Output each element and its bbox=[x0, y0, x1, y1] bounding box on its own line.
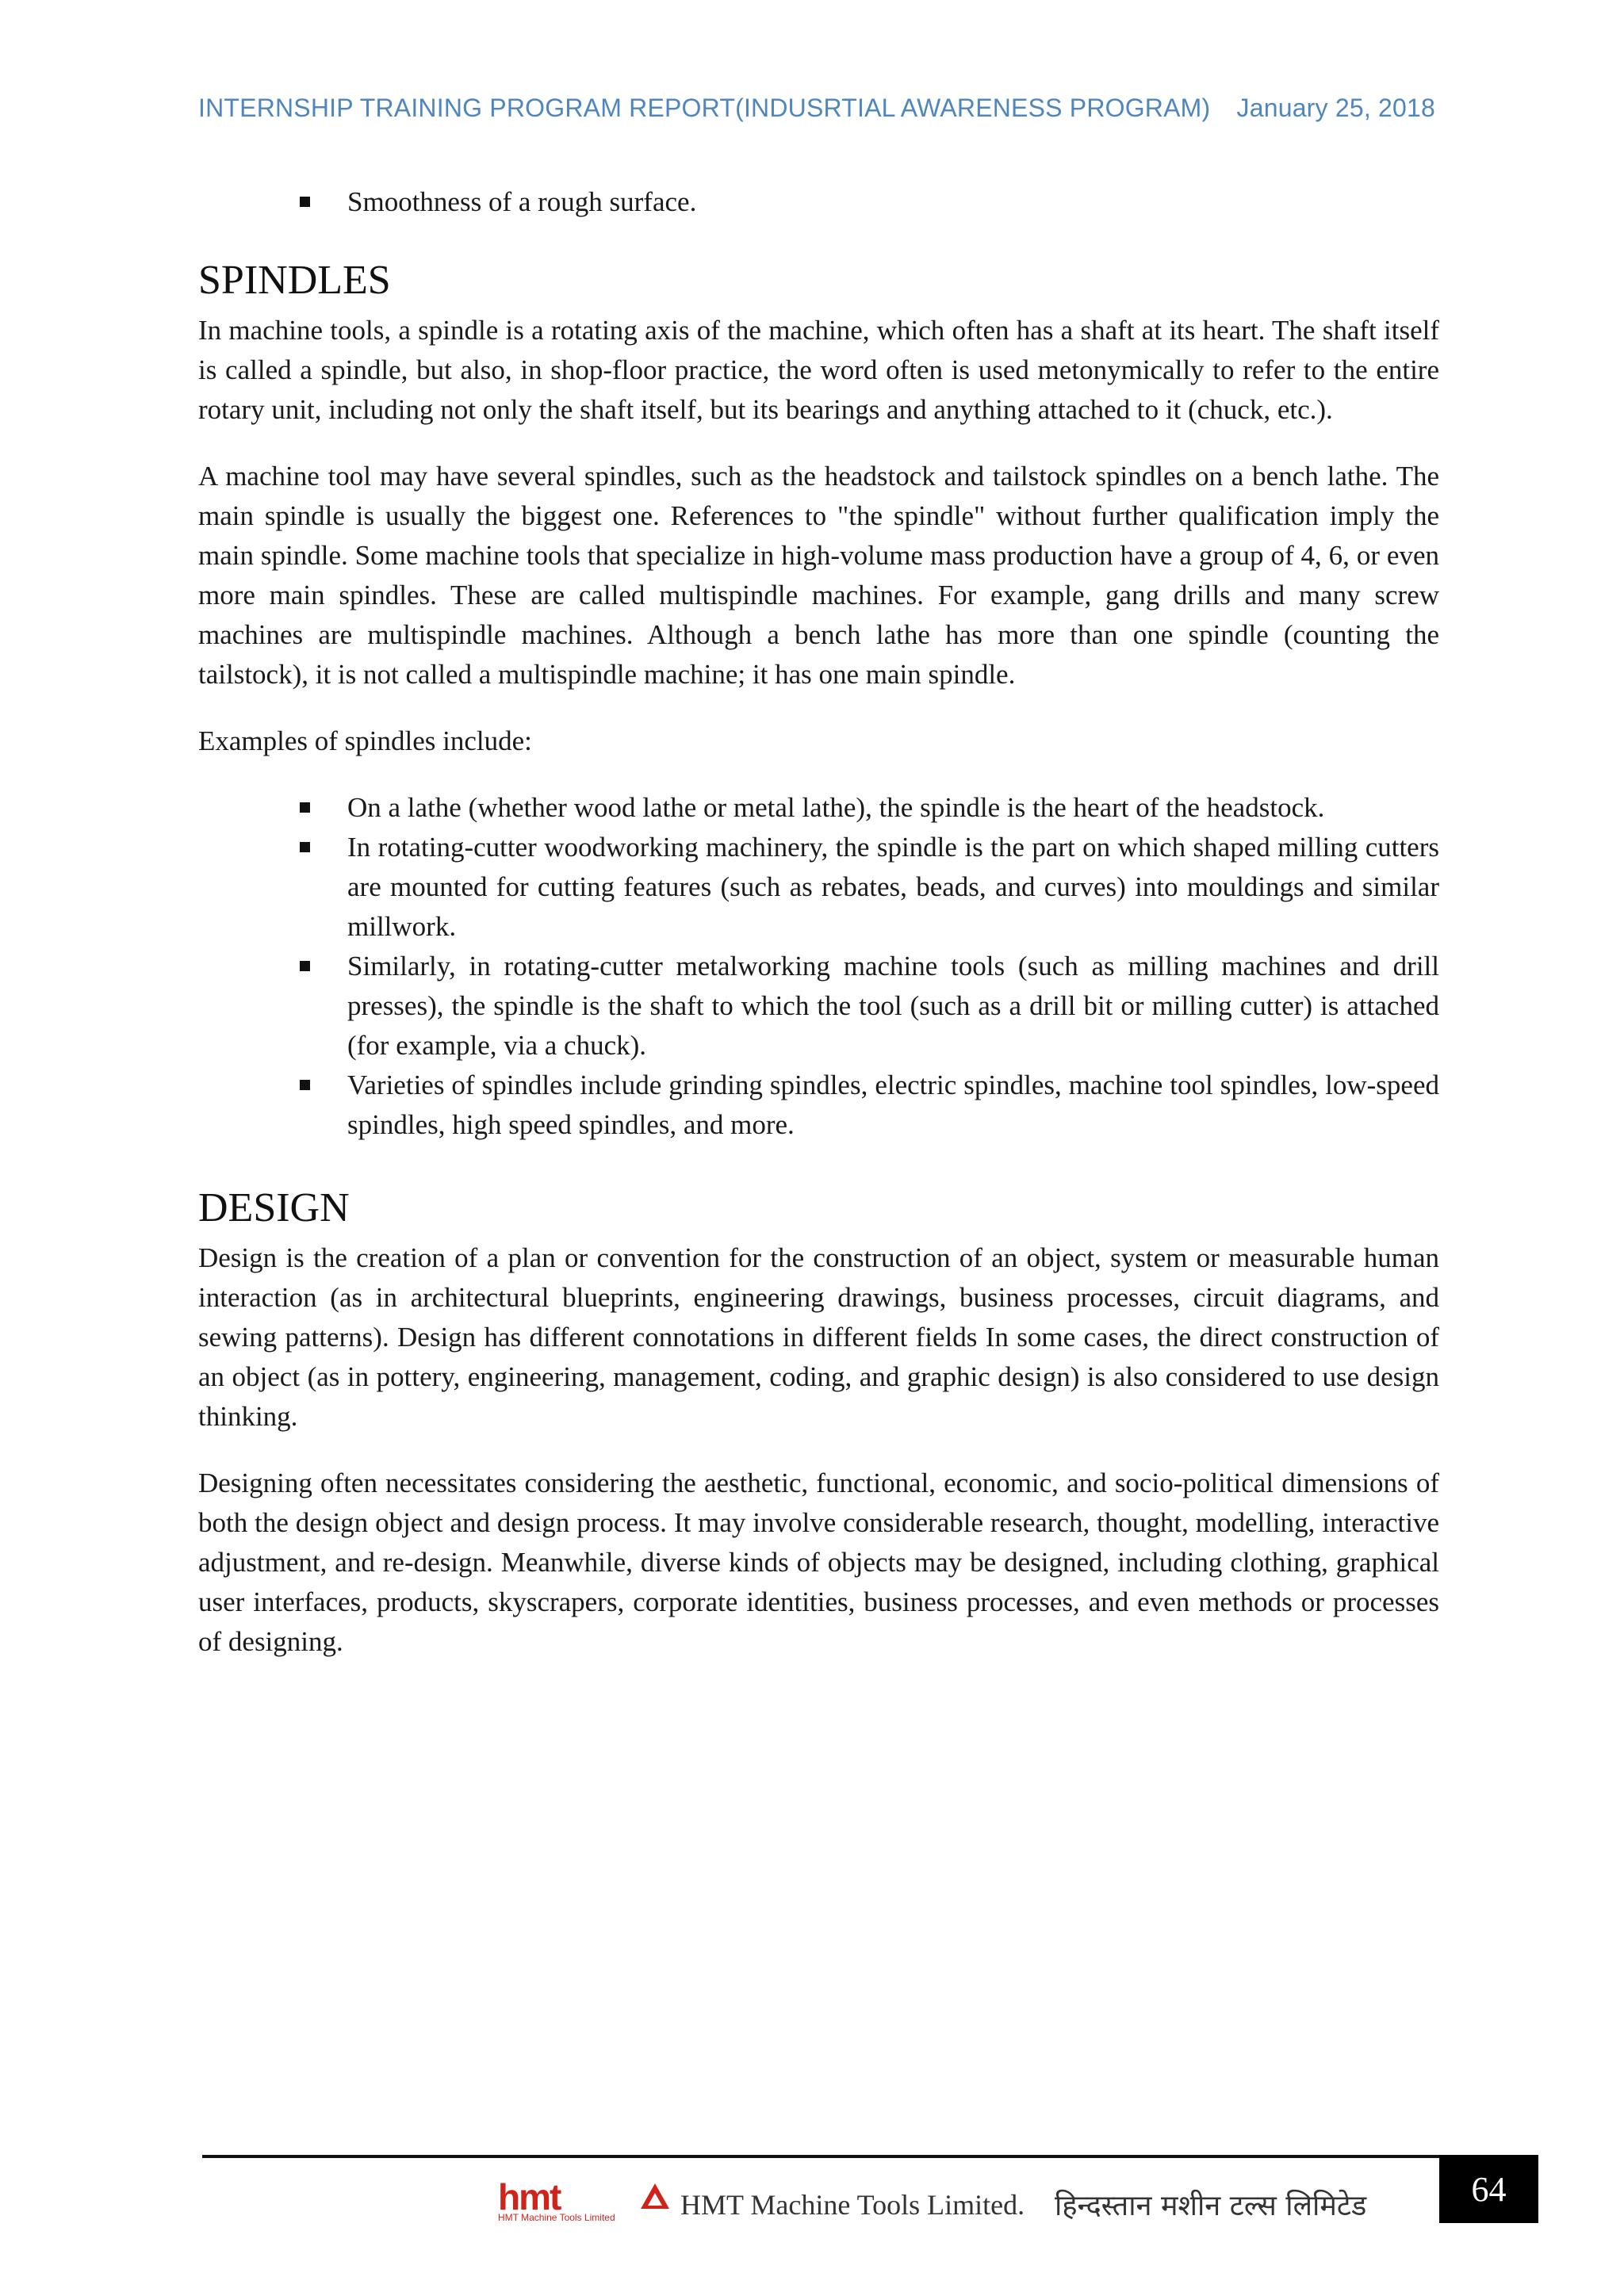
list-item: Smoothness of a rough surface. bbox=[347, 182, 1439, 222]
footer-company-name-hindi: हिन्दस्तान मशीन टल्स लिमिटेड bbox=[1055, 2190, 1367, 2222]
logo-wordmark: hmt bbox=[498, 2176, 561, 2218]
design-paragraph-2: Designing often necessitates considering the aesthetic, functional, economic, and socio-political dimensions of both the design object and design process. It may involve considerable research, thought, modelling, interactive adjustment, and re-design. Meanwhile, diverse kinds of objects may be designed, including clothing, graphical user interfaces, products, skyscrapers, corporate identities, business processes, and even methods or processes of designing. bbox=[198, 1468, 1439, 1657]
footer-rule bbox=[202, 2155, 1439, 2158]
spindles-paragraph-2: A machine tool may have several spindles, such as the headstock and tailstock spindles on a bench lathe. The main spindle is usually the biggest one. References to "the spindle" without further qualification imply the main spindle. Some machine tools that specialize in high-volume mass production have a group of 4, 6, or even more main spindles. These are called multispindle machines. For example, gang drills and many screw machines are multispindle machines. Although a bench lathe has more than one spindle (counting the tailstock), it is not called a multispindle machine; it has one main spindle. bbox=[198, 461, 1439, 690]
hmt-logo bbox=[498, 2176, 680, 2223]
spindles-heading: SPINDLES bbox=[198, 258, 391, 303]
logo-caption: HMT Machine Tools Limited bbox=[498, 2212, 615, 2223]
page-header bbox=[198, 94, 1435, 123]
footer-company-name: HMT Machine Tools Limited. bbox=[680, 2189, 1025, 2221]
list-item: On a lathe (whether wood lathe or metal lathe), the spindle is the heart of the headstock. bbox=[347, 788, 1439, 828]
page-content bbox=[198, 182, 1439, 1689]
bullet-square-icon bbox=[300, 842, 310, 852]
list-item: Varieties of spindles include grinding spindles, electric spindles, machine tool spindles, low-speed spindles, high speed spindles, and more. bbox=[347, 1066, 1439, 1145]
spindles-paragraph-1: In machine tools, a spindle is a rotating axis of the machine, which often has a shaft at its heart. The shaft itself is called a spindle, but also, in shop-floor practice, the word often is used metonymically to refer to the entire rotary unit, including not only the shaft itself, but its bearings and anything attached to it (chuck, etc.). bbox=[198, 315, 1439, 425]
top-bullet-list bbox=[198, 182, 1439, 222]
report-title: INTERNSHIP TRAINING PROGRAM REPORT(INDUSRTIAL AWARENESS PROGRAM) bbox=[198, 94, 1211, 122]
list-item: Similarly, in rotating-cutter metalworking machine tools (such as milling machines and drill presses), the spindle is the shaft to which the tool (such as a drill bit or milling cutter) is attached (for example, via a chuck). bbox=[347, 947, 1439, 1066]
list-item: In rotating-cutter woodworking machinery, the spindle is the part on which shaped milling cutters are mounted for cutting features (such as rebates, beads, and curves) into mouldings and similar millwork. bbox=[347, 828, 1439, 947]
bullet-square-icon bbox=[300, 961, 310, 971]
bullet-square-icon bbox=[300, 1080, 310, 1090]
design-paragraph-1: Design is the creation of a plan or convention for the construction of an object, system or measurable human interaction (as in architectural blueprints, engineering drawings, business processes, circuit diagrams, and sewing patterns). Design has different connotations in different fields In some cases, the direct construction of an object (as in pottery, engineering, management, coding, and graphic design) is also considered to use design thinking. bbox=[198, 1242, 1439, 1432]
design-heading: DESIGN bbox=[198, 1185, 350, 1230]
bullet-square-icon bbox=[300, 802, 310, 813]
bullet-square-icon bbox=[300, 197, 310, 207]
spindle-examples-list bbox=[198, 788, 1439, 1145]
report-date: January 25, 2018 bbox=[1236, 94, 1435, 122]
logo-triangle-icon bbox=[639, 2182, 671, 2210]
page-number: 64 bbox=[1439, 2155, 1538, 2223]
spindles-examples-intro: Examples of spindles include: bbox=[198, 725, 532, 756]
